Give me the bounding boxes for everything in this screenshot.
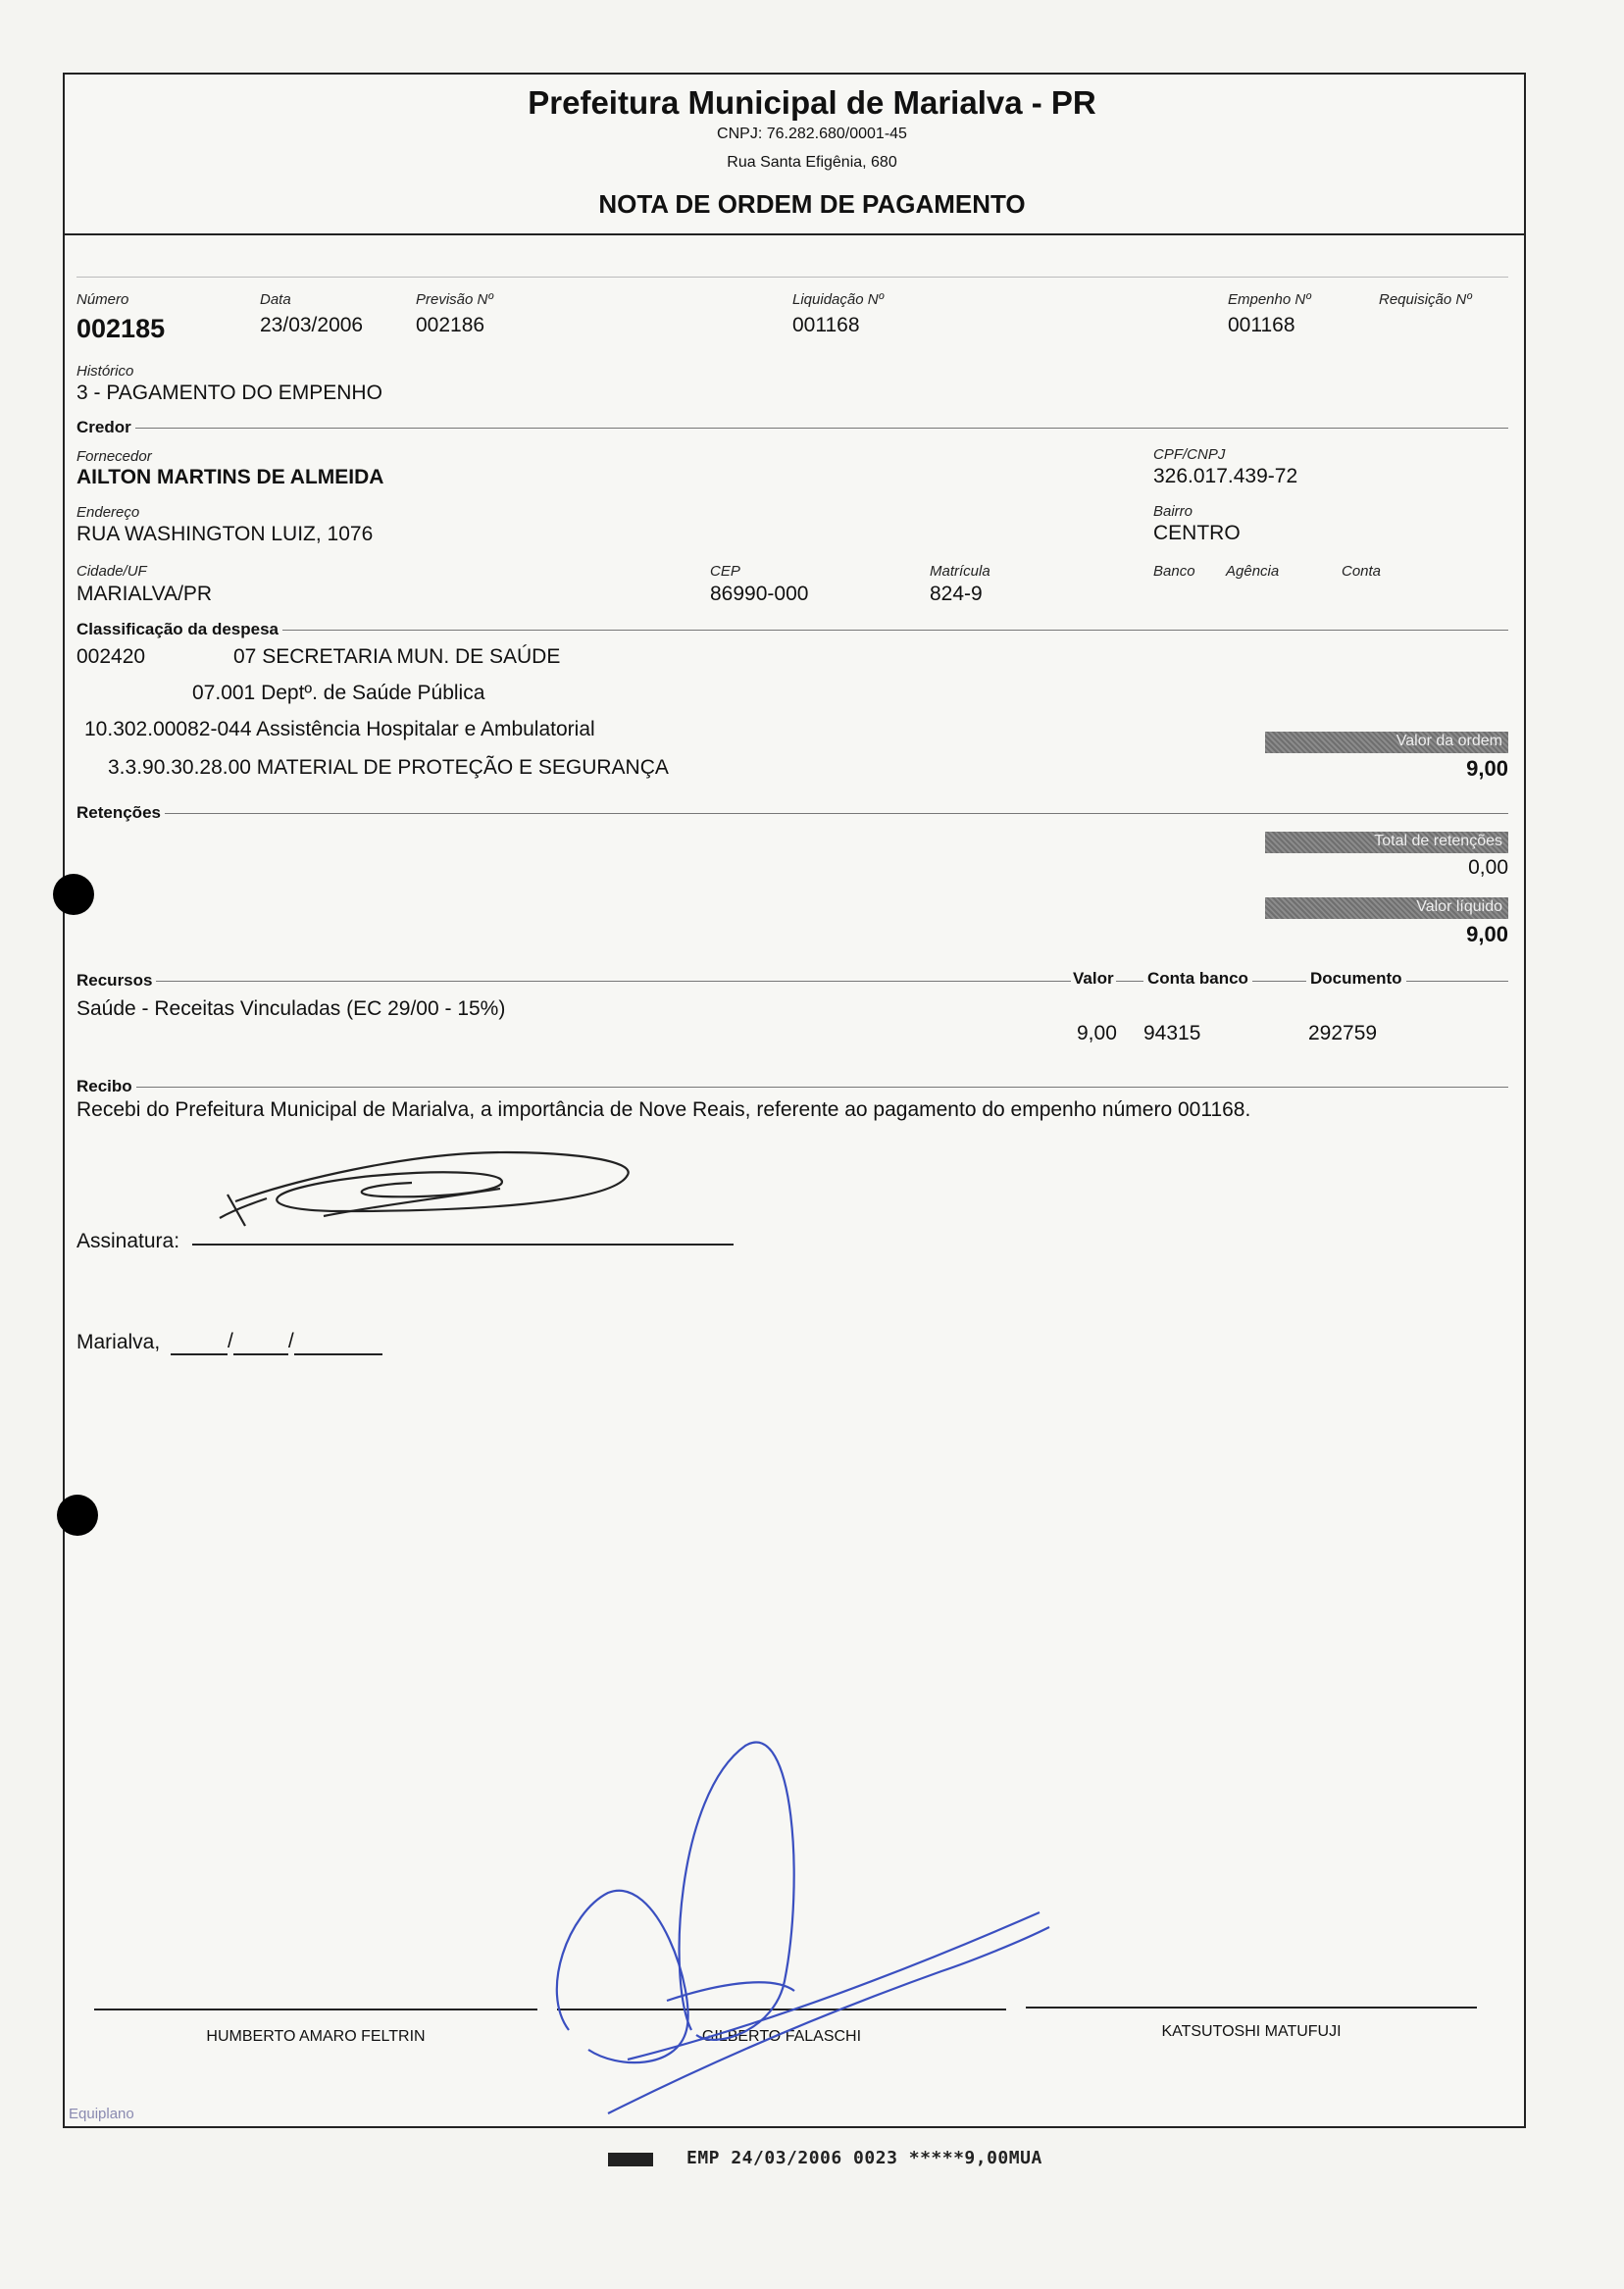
empenho-label: Empenho Nº (1228, 291, 1311, 308)
fornecedor-value: AILTON MARTINS DE ALMEIDA (76, 466, 384, 488)
classificacao-rule (76, 630, 1508, 631)
valor-liquido-bar (1265, 897, 1508, 919)
previsao-value: 002186 (416, 314, 485, 336)
signatory-name-2: GILBERTO FALASCHI (701, 2028, 862, 2045)
retencoes-rule (76, 813, 1508, 814)
valor-liquido-value: 9,00 (1466, 922, 1508, 946)
cpf-label: CPF/CNPJ (1153, 446, 1226, 463)
signatory-name-3: KATSUTOSHI MATUFUJI (1161, 2023, 1342, 2040)
endereco-value: RUA WASHINGTON LUIZ, 1076 (76, 523, 374, 545)
stamp-mark-icon (608, 2153, 653, 2166)
data-label: Data (260, 291, 291, 308)
recursos-valor-header: Valor (1073, 969, 1114, 988)
total-retencoes-value: 0,00 (1468, 856, 1508, 879)
cpf-value: 326.017.439-72 (1153, 465, 1298, 487)
valor-ordem-value: 9,00 (1466, 756, 1508, 781)
cidade-value: MARIALVA/PR (76, 583, 213, 605)
document-title: NOTA DE ORDEM DE PAGAMENTO (598, 189, 1026, 219)
recursos-documento-header: Documento (1306, 969, 1406, 989)
local-label: Marialva, (76, 1331, 161, 1353)
org-cnpj: CNPJ: 76.282.680/0001-45 (717, 126, 907, 142)
cep-label: CEP (710, 563, 740, 580)
liquidacao-value: 001168 (792, 314, 860, 336)
liquidacao-label: Liquidação Nº (792, 291, 885, 308)
cidade-label: Cidade/UF (76, 563, 147, 580)
recursos-conta: 94315 (1143, 1022, 1201, 1044)
requisicao-label: Requisição Nº (1379, 291, 1472, 308)
header-divider (63, 233, 1524, 235)
bairro-value: CENTRO (1153, 522, 1241, 544)
top-rule (76, 277, 1508, 278)
punch-hole-top (53, 874, 94, 915)
matricula-label: Matrícula (930, 563, 990, 580)
matricula-value: 824-9 (930, 583, 983, 605)
classificacao-line1: 07 SECRETARIA MUN. DE SAÚDE (233, 645, 561, 668)
classificacao-code: 002420 (76, 645, 146, 668)
historico-value: 3 - PAGAMENTO DO EMPENHO (76, 382, 382, 404)
agencia-label: Agência (1226, 563, 1280, 580)
endereco-label: Endereço (76, 504, 140, 521)
punch-hole-bottom (57, 1495, 98, 1536)
numero-label: Número (76, 291, 129, 308)
retencoes-section: Retenções (76, 803, 165, 823)
credor-section: Credor (76, 418, 135, 437)
classificacao-line2: 07.001 Deptº. de Saúde Pública (192, 682, 485, 704)
total-retencoes-label: Total de retenções (1374, 833, 1502, 849)
total-retencoes-bar (1265, 832, 1508, 853)
bairro-label: Bairro (1153, 503, 1193, 520)
signatory-line-3 (1026, 2007, 1477, 2009)
recibo-rule (76, 1087, 1508, 1088)
recursos-section: Recursos (76, 971, 156, 991)
recursos-descricao: Saúde - Receitas Vinculadas (EC 29/00 - 15%) (76, 997, 506, 1020)
org-title: Prefeitura Municipal de Marialva - PR (528, 84, 1096, 121)
date-blanks: / / (171, 1330, 382, 1355)
recibo-text: Recebi do Prefeitura Municipal de Marialva, a importância de Nove Reais, referente ao pagamento do empenho número 001168. (76, 1098, 1251, 1121)
recursos-rule (76, 981, 1508, 982)
signatory-line-1 (94, 2009, 537, 2010)
recursos-conta-header: Conta banco (1143, 969, 1252, 989)
previsao-label: Previsão Nº (416, 291, 493, 308)
equiplano-brand: Equiplano (69, 2106, 134, 2122)
empenho-value: 001168 (1228, 314, 1295, 336)
cep-value: 86990-000 (710, 583, 809, 605)
banco-label: Banco (1153, 563, 1195, 580)
assinatura-label: Assinatura: (76, 1230, 180, 1252)
org-address: Rua Santa Efigênia, 680 (727, 154, 897, 171)
recursos-valor: 9,00 (1077, 1022, 1117, 1044)
recibo-section: Recibo (76, 1077, 136, 1096)
recibo-signature (216, 1128, 647, 1246)
blue-signature (549, 1736, 1059, 2128)
credor-rule (76, 428, 1508, 429)
numero-value: 002185 (76, 314, 166, 343)
valor-ordem-bar (1265, 732, 1508, 753)
fornecedor-label: Fornecedor (76, 448, 152, 465)
historico-label: Histórico (76, 363, 134, 380)
signatory-name-1: HUMBERTO AMARO FELTRIN (206, 2028, 426, 2045)
data-value: 23/03/2006 (260, 314, 364, 336)
valor-ordem-label: Valor da ordem (1396, 733, 1502, 749)
classificacao-section: Classificação da despesa (76, 620, 282, 639)
classificacao-line3: 10.302.00082-044 Assistência Hospitalar e Ambulatorial (84, 718, 595, 740)
recursos-documento: 292759 (1308, 1022, 1378, 1044)
payment-stamp: EMP 24/03/2006 0023 *****9,00MUA (686, 2148, 1042, 2168)
valor-liquido-label: Valor líquido (1416, 898, 1502, 915)
classificacao-line4: 3.3.90.30.28.00 MATERIAL DE PROTEÇÃO E SEGURANÇA (108, 756, 669, 779)
conta-label: Conta (1342, 563, 1382, 580)
